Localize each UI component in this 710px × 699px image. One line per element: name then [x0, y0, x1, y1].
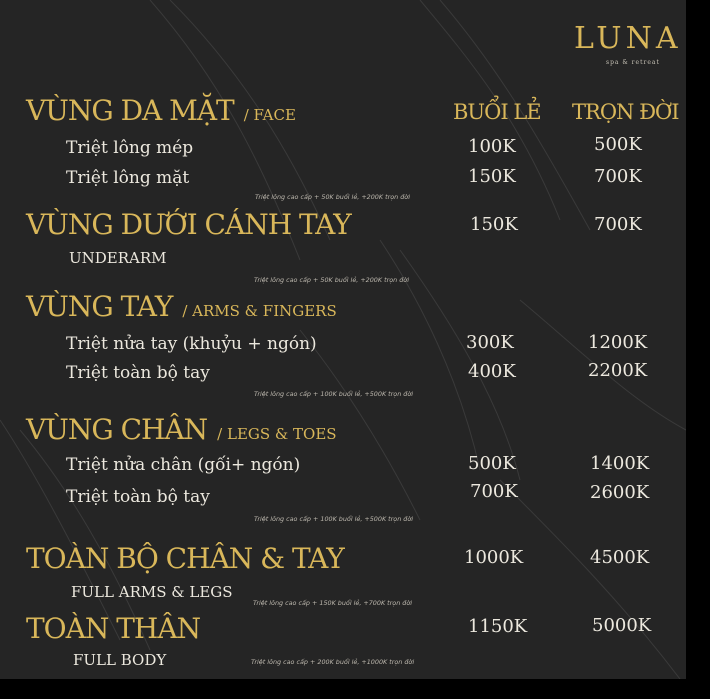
section-title-underarm: VÙNG DƯỚI CÁNH TAY — [26, 208, 351, 241]
section-title-arms: VÙNG TAY / ARMS & FINGERS — [26, 290, 337, 323]
section-title-arms-legs: TOÀN BỘ CHÂN & TAY — [26, 542, 344, 575]
column-header-single: BUỔI LẺ — [453, 100, 541, 124]
section-subtitle-underarm: UNDERARM — [69, 249, 167, 267]
price-single: 100K — [468, 136, 516, 157]
section-title-full-body: TOÀN THÂN — [26, 612, 201, 645]
price-single: 150K — [470, 214, 518, 235]
price-lifetime: 1200K — [588, 332, 648, 353]
brand-logo — [574, 21, 682, 66]
section-subtitle-arms: / ARMS & FINGERS — [182, 302, 337, 320]
price-lifetime: 5000K — [592, 615, 652, 636]
section-title-legs: VÙNG CHÂN / LEGS & TOES — [26, 413, 337, 446]
price-lifetime: 1400K — [590, 453, 650, 474]
premium-note: Triệt lông cao cấp + 150K buổi lẻ, +700K trọn đời — [253, 599, 413, 607]
price-lifetime: 2200K — [588, 360, 648, 381]
section-title-face: VÙNG DA MẶT / FACE — [26, 94, 296, 127]
section-subtitle-arms-legs: FULL ARMS & LEGS — [71, 583, 233, 601]
price-single: 1150K — [468, 616, 528, 637]
price-lifetime: 700K — [594, 214, 642, 235]
brand-tagline: spa & retreat — [606, 59, 660, 66]
price-lifetime: 2600K — [590, 482, 650, 503]
premium-note: Triệt lông cao cấp + 50K buổi lẻ, +200K trọn đời — [254, 276, 409, 284]
section-subtitle-legs: / LEGS & TOES — [217, 425, 337, 443]
price-single: 1000K — [464, 547, 524, 568]
item-name: Triệt lông mép — [66, 138, 194, 158]
item-name: Triệt lông mặt — [66, 168, 190, 188]
section-subtitle-full-body: FULL BODY — [73, 651, 167, 669]
column-header-lifetime: TRỌN ĐỜI — [572, 100, 679, 124]
premium-note: Triệt lông cao cấp + 50K buổi lẻ, +200K trọn đời — [255, 193, 410, 201]
price-single: 300K — [466, 332, 514, 353]
price-single: 150K — [468, 166, 516, 187]
price-single: 700K — [470, 481, 518, 502]
item-name: Triệt toàn bộ tay — [66, 363, 210, 383]
premium-note: Triệt lông cao cấp + 100K buổi lẻ, +500K trọn đời — [254, 390, 414, 398]
price-lifetime: 500K — [594, 134, 642, 155]
premium-note: Triệt lông cao cấp + 200K buổi lẻ, +1000K trọn đời — [251, 658, 415, 666]
price-lifetime: 4500K — [590, 547, 650, 568]
brand-name: LUNA — [574, 21, 682, 56]
price-single: 500K — [468, 453, 516, 474]
item-name: Triệt nửa chân (gối+ ngón) — [66, 455, 301, 475]
price-lifetime: 700K — [594, 166, 642, 187]
price-single: 400K — [468, 361, 516, 382]
item-name: Triệt nửa tay (khuỷu + ngón) — [66, 334, 317, 354]
section-subtitle-face: / FACE — [243, 106, 296, 124]
premium-note: Triệt lông cao cấp + 100K buổi lẻ, +500K trọn đời — [254, 515, 414, 523]
item-name: Triệt toàn bộ tay — [66, 487, 210, 507]
